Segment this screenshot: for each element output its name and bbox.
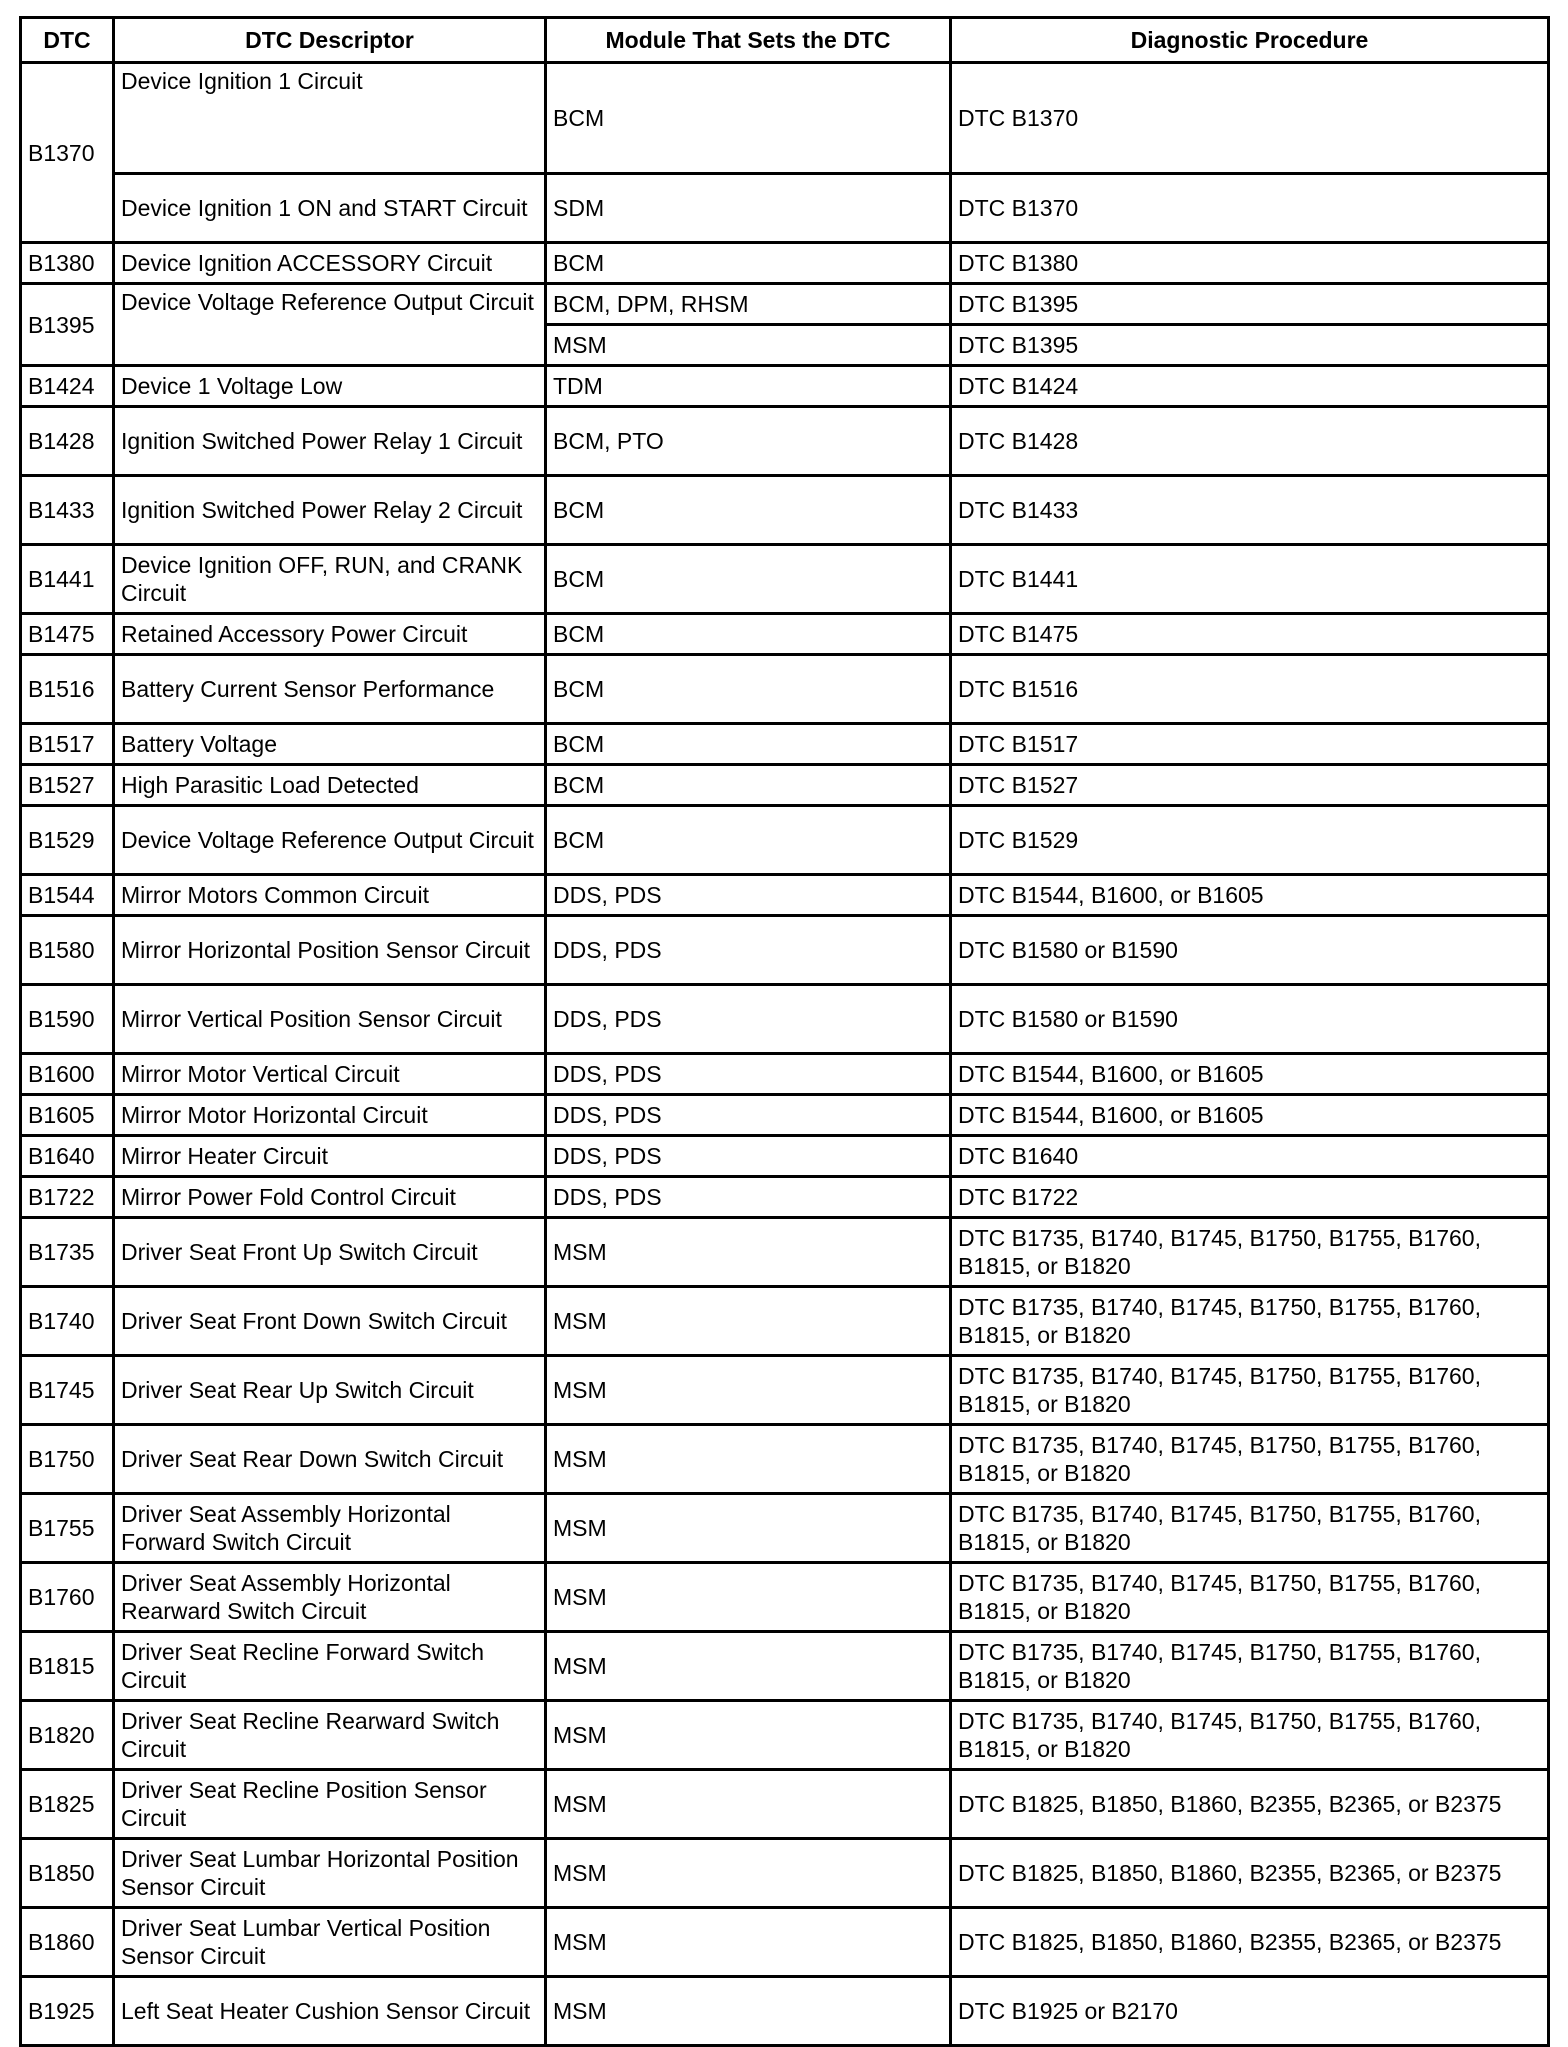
dtc-code: B1441 bbox=[21, 545, 114, 614]
dtc-procedure: DTC B1735, B1740, B1745, B1750, B1755, B1760, B1815, or B1820 bbox=[951, 1563, 1549, 1632]
dtc-code: B1433 bbox=[21, 476, 114, 545]
table-row bbox=[21, 1177, 1549, 1218]
header-dtc: DTC bbox=[21, 18, 114, 63]
dtc-code: B1825 bbox=[21, 1770, 114, 1839]
table-row bbox=[21, 1054, 1549, 1095]
table-row bbox=[21, 724, 1549, 765]
dtc-descriptor: Device Ignition 1 Circuit bbox=[114, 63, 546, 174]
dtc-code: B1395 bbox=[21, 284, 114, 366]
dtc-module: MSM bbox=[546, 1632, 951, 1701]
header-descriptor: DTC Descriptor bbox=[114, 18, 546, 63]
table-row bbox=[21, 476, 1549, 545]
table-row bbox=[21, 1136, 1549, 1177]
dtc-module: BCM bbox=[546, 476, 951, 545]
dtc-module: BCM bbox=[546, 545, 951, 614]
dtc-procedure: DTC B1735, B1740, B1745, B1750, B1755, B1760, B1815, or B1820 bbox=[951, 1494, 1549, 1563]
dtc-procedure: DTC B1722 bbox=[951, 1177, 1549, 1218]
dtc-descriptor: Driver Seat Recline Rearward Switch Circuit bbox=[114, 1701, 546, 1770]
table-row bbox=[21, 63, 1549, 174]
dtc-descriptor: Driver Seat Lumbar Horizontal Position Sensor Circuit bbox=[114, 1839, 546, 1908]
dtc-procedure: DTC B1544, B1600, or B1605 bbox=[951, 875, 1549, 916]
table-row bbox=[21, 1356, 1549, 1425]
dtc-descriptor: Ignition Switched Power Relay 2 Circuit bbox=[114, 476, 546, 545]
dtc-descriptor: Driver Seat Assembly Horizontal Forward Switch Circuit bbox=[114, 1494, 546, 1563]
dtc-code: B1750 bbox=[21, 1425, 114, 1494]
dtc-code: B1517 bbox=[21, 724, 114, 765]
table-row bbox=[21, 366, 1549, 407]
dtc-procedure: DTC B1735, B1740, B1745, B1750, B1755, B1760, B1815, or B1820 bbox=[951, 1218, 1549, 1287]
dtc-module: MSM bbox=[546, 325, 951, 366]
table-row bbox=[21, 614, 1549, 655]
dtc-module: MSM bbox=[546, 1494, 951, 1563]
dtc-module: BCM bbox=[546, 655, 951, 724]
dtc-descriptor: Mirror Motors Common Circuit bbox=[114, 875, 546, 916]
dtc-module: BCM bbox=[546, 614, 951, 655]
dtc-module: TDM bbox=[546, 366, 951, 407]
dtc-module: BCM bbox=[546, 243, 951, 284]
table-row bbox=[21, 1095, 1549, 1136]
dtc-procedure: DTC B1529 bbox=[951, 806, 1549, 875]
dtc-module: BCM bbox=[546, 63, 951, 174]
dtc-descriptor: Mirror Motor Horizontal Circuit bbox=[114, 1095, 546, 1136]
dtc-procedure: DTC B1544, B1600, or B1605 bbox=[951, 1095, 1549, 1136]
dtc-descriptor: Left Seat Heater Cushion Sensor Circuit bbox=[114, 1977, 546, 2046]
dtc-descriptor: Driver Seat Recline Forward Switch Circuit bbox=[114, 1632, 546, 1701]
table-row bbox=[21, 1287, 1549, 1356]
dtc-code: B1580 bbox=[21, 916, 114, 985]
dtc-code: B1735 bbox=[21, 1218, 114, 1287]
dtc-code: B1590 bbox=[21, 985, 114, 1054]
dtc-procedure: DTC B1735, B1740, B1745, B1750, B1755, B1760, B1815, or B1820 bbox=[951, 1425, 1549, 1494]
header-procedure: Diagnostic Procedure bbox=[951, 18, 1549, 63]
dtc-module: MSM bbox=[546, 1908, 951, 1977]
dtc-procedure: DTC B1640 bbox=[951, 1136, 1549, 1177]
dtc-procedure: DTC B1428 bbox=[951, 407, 1549, 476]
dtc-code: B1516 bbox=[21, 655, 114, 724]
dtc-module: MSM bbox=[546, 1770, 951, 1839]
dtc-code: B1860 bbox=[21, 1908, 114, 1977]
header-module: Module That Sets the DTC bbox=[546, 18, 951, 63]
dtc-procedure: DTC B1424 bbox=[951, 366, 1549, 407]
dtc-descriptor: Driver Seat Rear Down Switch Circuit bbox=[114, 1425, 546, 1494]
dtc-code: B1820 bbox=[21, 1701, 114, 1770]
table-row bbox=[21, 545, 1549, 614]
dtc-code: B1544 bbox=[21, 875, 114, 916]
dtc-code: B1428 bbox=[21, 407, 114, 476]
dtc-module: MSM bbox=[546, 1701, 951, 1770]
dtc-code: B1527 bbox=[21, 765, 114, 806]
dtc-code: B1600 bbox=[21, 1054, 114, 1095]
dtc-procedure: DTC B1395 bbox=[951, 284, 1549, 325]
dtc-code: B1370 bbox=[21, 63, 114, 243]
table-row bbox=[21, 1425, 1549, 1494]
dtc-procedure: DTC B1735, B1740, B1745, B1750, B1755, B1760, B1815, or B1820 bbox=[951, 1632, 1549, 1701]
dtc-code: B1815 bbox=[21, 1632, 114, 1701]
dtc-descriptor: Device Ignition 1 ON and START Circuit bbox=[114, 174, 546, 243]
dtc-procedure: DTC B1516 bbox=[951, 655, 1549, 724]
table-row bbox=[21, 765, 1549, 806]
dtc-module: MSM bbox=[546, 1218, 951, 1287]
dtc-descriptor: Mirror Vertical Position Sensor Circuit bbox=[114, 985, 546, 1054]
dtc-module: BCM bbox=[546, 806, 951, 875]
dtc-code: B1722 bbox=[21, 1177, 114, 1218]
dtc-procedure: DTC B1380 bbox=[951, 243, 1549, 284]
header-row bbox=[21, 18, 1549, 63]
table-row bbox=[21, 174, 1549, 243]
dtc-procedure: DTC B1735, B1740, B1745, B1750, B1755, B1760, B1815, or B1820 bbox=[951, 1356, 1549, 1425]
table-row bbox=[21, 407, 1549, 476]
dtc-procedure: DTC B1517 bbox=[951, 724, 1549, 765]
dtc-descriptor: Driver Seat Front Up Switch Circuit bbox=[114, 1218, 546, 1287]
dtc-code: B1745 bbox=[21, 1356, 114, 1425]
dtc-procedure: DTC B1825, B1850, B1860, B2355, B2365, or B2375 bbox=[951, 1908, 1549, 1977]
dtc-descriptor: Driver Seat Recline Position Sensor Circuit bbox=[114, 1770, 546, 1839]
dtc-code: B1605 bbox=[21, 1095, 114, 1136]
dtc-module: DDS, PDS bbox=[546, 916, 951, 985]
dtc-descriptor: Retained Accessory Power Circuit bbox=[114, 614, 546, 655]
dtc-code: B1424 bbox=[21, 366, 114, 407]
dtc-code: B1475 bbox=[21, 614, 114, 655]
dtc-descriptor: Mirror Heater Circuit bbox=[114, 1136, 546, 1177]
dtc-descriptor: Driver Seat Rear Up Switch Circuit bbox=[114, 1356, 546, 1425]
dtc-table bbox=[19, 16, 1550, 2047]
dtc-procedure: DTC B1395 bbox=[951, 325, 1549, 366]
dtc-descriptor: Mirror Horizontal Position Sensor Circuit bbox=[114, 916, 546, 985]
dtc-module: BCM bbox=[546, 724, 951, 765]
dtc-descriptor: Driver Seat Assembly Horizontal Rearward Switch Circuit bbox=[114, 1563, 546, 1632]
dtc-procedure: DTC B1433 bbox=[951, 476, 1549, 545]
dtc-module: DDS, PDS bbox=[546, 1095, 951, 1136]
dtc-procedure: DTC B1527 bbox=[951, 765, 1549, 806]
dtc-procedure: DTC B1735, B1740, B1745, B1750, B1755, B1760, B1815, or B1820 bbox=[951, 1701, 1549, 1770]
dtc-procedure: DTC B1825, B1850, B1860, B2355, B2365, or B2375 bbox=[951, 1839, 1549, 1908]
dtc-procedure: DTC B1370 bbox=[951, 63, 1549, 174]
dtc-module: MSM bbox=[546, 1563, 951, 1632]
dtc-descriptor: Battery Voltage bbox=[114, 724, 546, 765]
dtc-code: B1740 bbox=[21, 1287, 114, 1356]
dtc-code: B1529 bbox=[21, 806, 114, 875]
table-row bbox=[21, 243, 1549, 284]
dtc-procedure: DTC B1925 or B2170 bbox=[951, 1977, 1549, 2046]
dtc-code: B1925 bbox=[21, 1977, 114, 2046]
table-row bbox=[21, 875, 1549, 916]
dtc-module: DDS, PDS bbox=[546, 985, 951, 1054]
dtc-descriptor: Device Ignition ACCESSORY Circuit bbox=[114, 243, 546, 284]
dtc-descriptor: Driver Seat Front Down Switch Circuit bbox=[114, 1287, 546, 1356]
table-row bbox=[21, 1839, 1549, 1908]
dtc-module: MSM bbox=[546, 1977, 951, 2046]
dtc-descriptor: Mirror Motor Vertical Circuit bbox=[114, 1054, 546, 1095]
table-row bbox=[21, 1632, 1549, 1701]
table-row bbox=[21, 806, 1549, 875]
dtc-procedure: DTC B1544, B1600, or B1605 bbox=[951, 1054, 1549, 1095]
dtc-module: MSM bbox=[546, 1839, 951, 1908]
dtc-procedure: DTC B1825, B1850, B1860, B2355, B2365, or B2375 bbox=[951, 1770, 1549, 1839]
dtc-descriptor: Ignition Switched Power Relay 1 Circuit bbox=[114, 407, 546, 476]
dtc-module: DDS, PDS bbox=[546, 875, 951, 916]
dtc-procedure: DTC B1475 bbox=[951, 614, 1549, 655]
dtc-descriptor: High Parasitic Load Detected bbox=[114, 765, 546, 806]
table-row bbox=[21, 284, 1549, 325]
dtc-descriptor: Device Voltage Reference Output Circuit bbox=[114, 806, 546, 875]
dtc-procedure: DTC B1370 bbox=[951, 174, 1549, 243]
dtc-descriptor: Device 1 Voltage Low bbox=[114, 366, 546, 407]
dtc-module: DDS, PDS bbox=[546, 1054, 951, 1095]
table-row bbox=[21, 985, 1549, 1054]
dtc-module: BCM, DPM, RHSM bbox=[546, 284, 951, 325]
dtc-descriptor: Battery Current Sensor Performance bbox=[114, 655, 546, 724]
table-row bbox=[21, 1218, 1549, 1287]
table-row bbox=[21, 1494, 1549, 1563]
dtc-descriptor: Mirror Power Fold Control Circuit bbox=[114, 1177, 546, 1218]
table-row bbox=[21, 1977, 1549, 2046]
dtc-module: DDS, PDS bbox=[546, 1177, 951, 1218]
table-row bbox=[21, 916, 1549, 985]
dtc-code: B1380 bbox=[21, 243, 114, 284]
dtc-procedure: DTC B1441 bbox=[951, 545, 1549, 614]
dtc-code: B1760 bbox=[21, 1563, 114, 1632]
dtc-module: SDM bbox=[546, 174, 951, 243]
dtc-descriptor: Device Ignition OFF, RUN, and CRANK Circuit bbox=[114, 545, 546, 614]
dtc-procedure: DTC B1580 or B1590 bbox=[951, 985, 1549, 1054]
dtc-module: DDS, PDS bbox=[546, 1136, 951, 1177]
dtc-procedure: DTC B1580 or B1590 bbox=[951, 916, 1549, 985]
dtc-descriptor: Device Voltage Reference Output Circuit bbox=[114, 284, 546, 366]
dtc-code: B1640 bbox=[21, 1136, 114, 1177]
dtc-module: BCM bbox=[546, 765, 951, 806]
dtc-module: MSM bbox=[546, 1425, 951, 1494]
table-row bbox=[21, 1770, 1549, 1839]
dtc-code: B1755 bbox=[21, 1494, 114, 1563]
dtc-module: MSM bbox=[546, 1356, 951, 1425]
table-row bbox=[21, 1908, 1549, 1977]
table-row bbox=[21, 1701, 1549, 1770]
table-row bbox=[21, 655, 1549, 724]
dtc-code: B1850 bbox=[21, 1839, 114, 1908]
dtc-module: MSM bbox=[546, 1287, 951, 1356]
dtc-procedure: DTC B1735, B1740, B1745, B1750, B1755, B1760, B1815, or B1820 bbox=[951, 1287, 1549, 1356]
table-row bbox=[21, 1563, 1549, 1632]
dtc-descriptor: Driver Seat Lumbar Vertical Position Sensor Circuit bbox=[114, 1908, 546, 1977]
dtc-module: BCM, PTO bbox=[546, 407, 951, 476]
